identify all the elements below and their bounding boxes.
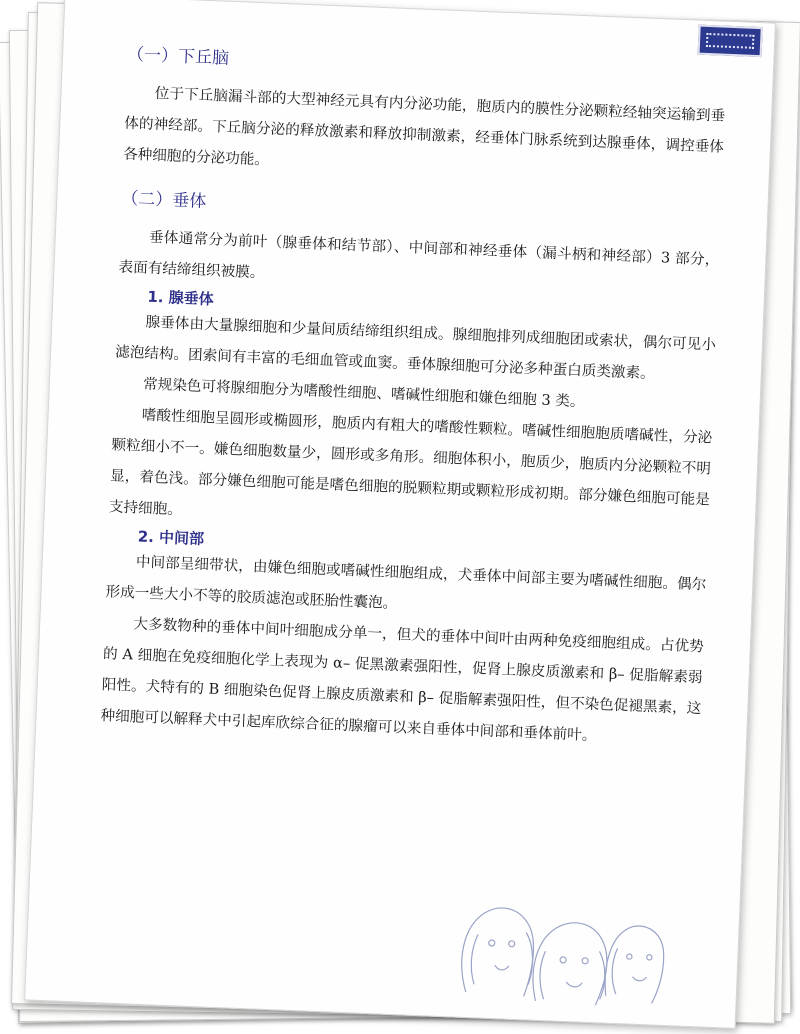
paragraph: 位于下丘脑漏斗部的大型神经元具有内分泌功能，胞质内的膜性分泌颗粒经轴突运输到垂体的神经部。下丘脑分泌的释放激素和释放抑制激素，经垂体门脉系统到达腺垂体，调控垂体各种细胞的分泌功能。: [122, 84, 726, 169]
paragraph: 腺垂体由大量腺细胞和少量间质结缔组织组成。腺细胞排列成细胞团或索状，偶尔可见小滤泡结构。团索间有丰富的毛细血管或血窦。垂体腺细胞可分泌多种蛋白质类激素。: [114, 313, 717, 383]
corner-logo: [698, 25, 763, 58]
dog-sketch-illustration: [445, 871, 670, 1010]
section-heading-hypothalamus: （一）下丘脑: [126, 44, 230, 69]
page-content: [100, 40, 727, 756]
paragraph: 嗜酸性细胞呈圆形或椭圆形，胞质内有粗大的嗜酸性颗粒。嗜碱性细胞胞质嗜碱性，分泌颗粒细小不一。嫌色细胞数量少，圆形或多角形。细胞体积小，胞质少，胞质内分泌颗粒不明显，着色浅。部分嫌色细胞可能是嗜色细胞的脱颗粒期或颗粒形成初期。部分嫌色细胞可能是支持细胞。: [108, 406, 713, 519]
paragraph: 垂体通常分为前叶（腺垂体和结节部）、中间部和神经垂体（漏斗柄和神经部）3 部分，表面有结缔组织被膜。: [118, 228, 720, 282]
paragraph: 中间部呈细带状，由嫌色细胞或嗜碱性细胞组成，犬垂体中间部主要为嗜碱性细胞。偶尔形成一些大小不等的胶质滤泡或胚胎性囊泡。: [105, 553, 707, 612]
subsection-heading-pars-intermedia: 2. 中间部: [137, 527, 205, 549]
paragraph: 常规染色可将腺细胞分为嗜酸性细胞、嗜碱性细胞和嫌色细胞 3 类。: [142, 375, 585, 411]
subsection-heading-adenohypophysis: 1. 腺垂体: [147, 287, 215, 309]
section-heading-pituitary: （二）垂体: [120, 188, 207, 212]
paragraph: 大多数物种的垂体中间叶细胞成分单一，但犬的垂体中间叶由两种免疫细胞组成。占优势的 A 细胞在免疫细胞化学上表现为 α– 促黑激素强阳性，促肾上腺皮质激素和 β– 促脂解素弱阳性。犬特有的 B 细胞染色促肾上腺皮质激素和 β– 促脂解素强阳性，但不染色促褪黑素，这种细胞可以解释犬中引起库欣综合征的腺瘤可以来自垂体中间部和垂体前叶。: [100, 615, 705, 745]
document-page: [24, 0, 776, 1029]
